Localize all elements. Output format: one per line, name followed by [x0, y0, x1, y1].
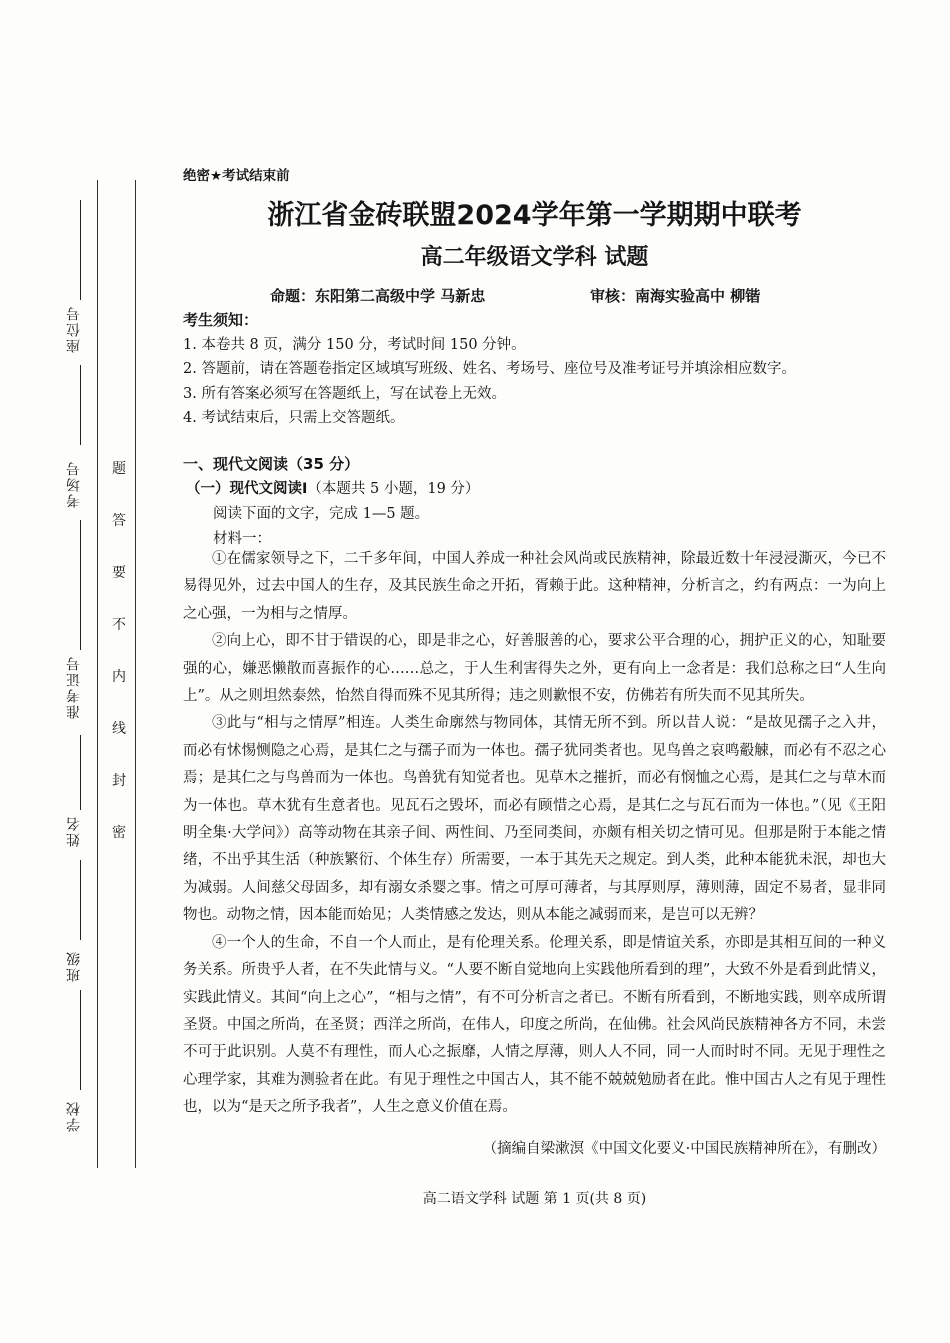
- seat-label: 座位号: [66, 305, 82, 353]
- passage-paragraph: ①在儒家领导之下，二千多年间，中国人养成一种社会风尚或民族精神，除最近数十年浸浸澌灭，今已不易得见外，过去中国人的生存，及其民族生命之开拓，胥赖于此。这种精神，分析言之，约有两点：一为向上之心强，一为相与之情厚。: [183, 551, 886, 622]
- reviewer-info: 审核：南海实验高中 柳锴: [590, 287, 761, 305]
- name-label: 姓名: [66, 815, 82, 847]
- seal-char: 内: [112, 669, 126, 685]
- seat-blank-line: [80, 200, 81, 300]
- material-label: 材料一：: [213, 531, 271, 547]
- notice-item: 3. 所有答案必须写在答题纸上，写在试卷上无效。: [183, 385, 506, 402]
- seal-char: 线: [112, 721, 126, 737]
- seal-char: 封: [112, 773, 126, 789]
- ticket-field[interactable]: [80, 735, 81, 810]
- notice-item: 1. 本卷共 8 页，满分 150 分，考试时间 150 分钟。: [183, 336, 526, 353]
- seal-char: 题: [112, 461, 126, 477]
- reading-passage: [183, 546, 886, 1122]
- subsection-meta: （本题共 5 小题，19 分）: [307, 481, 480, 497]
- section-heading: 一、现代文阅读（35 分）: [183, 455, 360, 473]
- exam-notice: [183, 308, 886, 431]
- page-title: 浙江省金砖联盟2024学年第一学期期中联考: [267, 200, 802, 231]
- notice-item: 4. 考试结束后，只需上交答题纸。: [183, 410, 405, 426]
- school-label: 学校: [66, 1100, 82, 1132]
- passage-paragraph: ③此与“相与之情厚”相连。人类生命廓然与物同体，其情无所不到。所以昔人说：“是故见孺子之入井，而必有怵惕恻隐之心焉，是其仁之与孺子而为一体也。孺子犹同类者也。见鸟兽之哀鸣觳觫，而必有不忍之心焉；是其仁之与鸟兽而为一体也。鸟兽犹有知觉者也。见草木之摧折，而必有悯恤之心焉，是其仁之与草木而为一体也。草木犹有生意者也。见瓦石之毁坏，而必有顾惜之心焉，是其仁之与瓦石而为一体也。”（见《王阳明全集·大学问》）高等动物在其亲子间、两性间、乃至同类间，亦颇有相关切之情可见。但那是附于本能之情绪，不出乎其生活（种族繁衍、个体生存）所需要，一本于其先天之规定。到人类，此种本能犹未泯，却也大为减弱。人间慈父母固多，却有溺女杀婴之事。情之可厚可薄者，与其厚则厚，薄则薄，固定不易者，显非同物也。动物之情，因本能而始见；人类情感之发达，则从本能之减弱而来，是岂可以无辨？: [183, 715, 886, 924]
- seal-char: 不: [112, 617, 126, 633]
- notice-heading: 考生须知：: [183, 311, 259, 329]
- room-field[interactable]: [80, 520, 81, 650]
- passage-paragraph: ②向上心，即不甘于错误的心，即是非之心，好善服善的心，要求公平合理的心，拥护正义的心，知耻要强的心，嫌恶懒散而喜振作的心……总之，于人生利害得失之外，更有向上一念者是：我们总称之曰“人生向上”。从之则坦然泰然，怡然自得而殊不见其所得；违之则歉恨不安，仿佛若有所失而不见其所失。: [183, 633, 886, 705]
- page-footer: 高二语文学科 试题 第 1 页(共 8 页): [422, 1191, 647, 1207]
- notice-item: 2. 答题前，请在答题卷指定区域填写班级、姓名、考场号、座位号及准考证号并填涂相应数字。: [183, 361, 796, 377]
- page-subtitle: 高二年级语文学科 试题: [420, 245, 649, 270]
- subsection-title: （一）现代文阅读I: [186, 481, 308, 497]
- class-label: 班级: [66, 950, 82, 982]
- seal-char: 要: [112, 565, 126, 581]
- seal-char: 密: [112, 825, 126, 841]
- source-citation: （摘编自梁漱溟《中国文化要义·中国民族精神所在》，有删改）: [482, 1141, 886, 1157]
- ticket-label: 准考证号: [66, 655, 82, 719]
- seal-char: 答: [112, 513, 126, 529]
- class-field[interactable]: [80, 990, 81, 1090]
- binding-line-outer: [97, 180, 98, 1168]
- room-label: 考场号: [66, 460, 82, 508]
- setter-info: 命题：东阳第二高级中学 马新忠: [270, 287, 486, 305]
- seat-field[interactable]: [80, 365, 81, 445]
- subsection-heading: [186, 477, 479, 498]
- binding-line-inner: [135, 180, 136, 1168]
- instruction: 阅读下面的文字，完成 1—5 题。: [213, 506, 430, 522]
- name-field[interactable]: [80, 860, 81, 940]
- passage-paragraph: ④一个人的生命，不自一个人而止，是有伦理关系。伦理关系，即是情谊关系，亦即是其相互间的一种义务关系。所贵乎人者，在不失此情与义。“人要不断自觉地向上实践他所看到的理”，大致不外是看到此情义，实践此情义。其间“向上之心”，“相与之情”，有不可分析言之者已。不断有所看到，不断地实践，则卒成所谓圣贤。中国之所尚，在圣贤；西洋之所尚，在伟人，印度之所尚，在仙佛。社会风尚民族精神各方不同，未尝不可于此识别。人莫不有理性，而人心之振靡，人情之厚薄，则人人不同，同一人而时时不同。无见于理性之心理学家，其难为测验者在此。有见于理性之中国古人，其不能不兢兢勉励者在此。惟中国古人之有见于理性也，以为“是天之所予我者”，人生之意义价值在焉。: [183, 934, 886, 1116]
- secret-mark: 绝密★考试结束前: [183, 168, 290, 184]
